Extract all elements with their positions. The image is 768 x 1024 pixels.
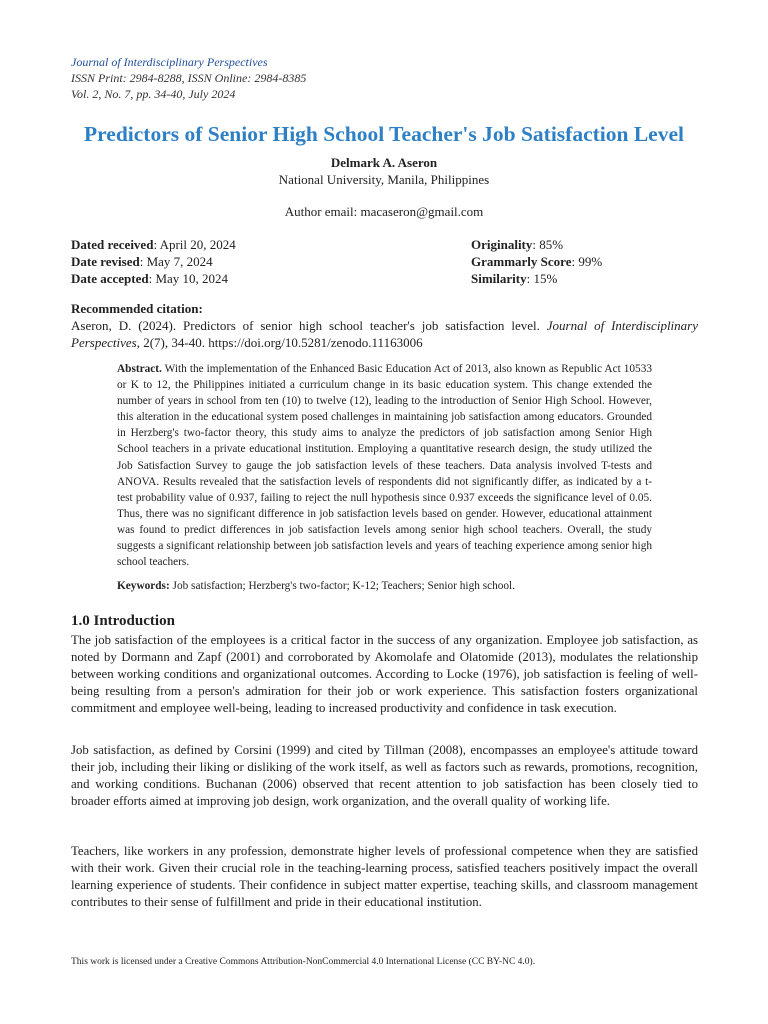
- journal-name: Journal of Interdisciplinary Perspectives: [71, 55, 268, 69]
- journal-header: [71, 54, 306, 102]
- license-footer: This work is licensed under a Creative Commons Attribution-NonCommercial 4.0 International License (CC BY-NC 4.0).: [71, 957, 536, 967]
- issn: ISSN Print: 2984-8288, ISSN Online: 2984-8385: [71, 71, 307, 85]
- abstract: Abstract. With the implementation of the Enhanced Basic Education Act of 2013, also known as Republic Act 10533 or K to 12, the Philippines initiated a curriculum change in its basic education system. This change extended the number of years in school from ten (10) to twelve (12), leading to the introduction of Senior High School. However, this alteration in the educational system posed challenges in maintaining job satisfaction among educators. Grounded in Herzberg's two-factor theory, this study aims to analyze the predictors of job satisfaction among Senior High School teachers in a private educational institution. Employing a quantitative research design, the study utilized the Job Satisfaction Survey to gauge the job satisfaction levels of these teachers. Data analysis involved T-tests and ANOVA. Results revealed that the satisfaction levels of respondents did not significantly differ, as indicated by a t-test probability value of 0.937, failing to reject the null hypothesis since 0.937 exceeds the significance level of 0.05. Thus, there was no significant difference in job satisfaction levels based on gender. However, educational attainment was found to predict differences in job satisfaction levels among senior high school teachers. Overall, the study suggests a significant relationship between job satisfaction levels and years of teaching experience among senior high school teachers.: [117, 363, 652, 569]
- recommended-citation: Recommended citation: Aseron, D. (2024). Predictors of senior high school teacher's job satisfaction level. Journal of Interdisciplinary Perspectives, 2(7), 34-40. https://doi.org/10.5281/zenodo.11163006: [71, 301, 698, 350]
- originality: Originality: 85%: [471, 237, 564, 252]
- scores: [471, 236, 602, 287]
- date-accepted: Date accepted: May 10, 2024: [71, 271, 229, 286]
- citation-heading: Recommended citation:: [71, 301, 203, 316]
- date-received: Dated received: April 20, 2024: [71, 237, 236, 252]
- submission-dates: [71, 236, 236, 287]
- paper-title: Predictors of Senior High School Teacher's Job Satisfaction Level: [83, 122, 684, 146]
- doi-link[interactable]: , 2(7), 34-40. https://doi.org/10.5281/zenodo.11163006: [136, 335, 423, 350]
- paragraph: The job satisfaction of the employees is a critical factor in the success of any organization. Employee job satisfaction, as noted by Dormann and Zapf (2001) and corroborated by Akomolafe and Olatomide (2013), modulates the relationship between working conditions and organizational outcomes. According to Locke (1976), job satisfaction is feeling of well-being resulting from a person's admiration for their job or work experience. This satisfaction fosters organizational commitment and employee well-being, leading to increased productivity and confidence in task execution.: [71, 633, 698, 715]
- author-email: Author email: macaseron@gmail.com: [284, 204, 484, 219]
- paragraph: Teachers, like workers in any profession, demonstrate higher levels of professional competence when they are satisfied with their work. Given their crucial role in the teaching-learning process, satisfied teachers positively impact the overall learning experience of students. Their confidence in subject matter expertise, teaching skills, and classroom management contributes to their sense of fulfillment and pride in their educational institution.: [71, 844, 698, 909]
- grammarly-score: Grammarly Score: 99%: [471, 254, 603, 269]
- affiliation: National University, Manila, Philippines: [278, 172, 490, 187]
- keywords: Keywords: Job satisfaction; Herzberg's two-factor; K-12; Teachers; Senior high school.: [117, 580, 516, 592]
- date-revised: Date revised: May 7, 2024: [71, 254, 213, 269]
- section-heading: 1.0 Introduction: [71, 613, 175, 629]
- volume-info: Vol. 2, No. 7, pp. 34-40, July 2024: [71, 87, 236, 101]
- author-name: Delmark A. Aseron: [330, 155, 438, 170]
- paragraph: Job satisfaction, as defined by Corsini (1999) and cited by Tillman (2008), encompasses an employee's attitude toward their job, including their liking or disliking of the work itself, as well as factors such as rewards, promotions, recognition, and working conditions. Buchanan (2006) observed that recent attention to job satisfaction has been closely tied to broader efforts aimed at improving job design, work organization, and the overall quality of working life.: [71, 743, 698, 808]
- similarity: Similarity: 15%: [471, 271, 558, 286]
